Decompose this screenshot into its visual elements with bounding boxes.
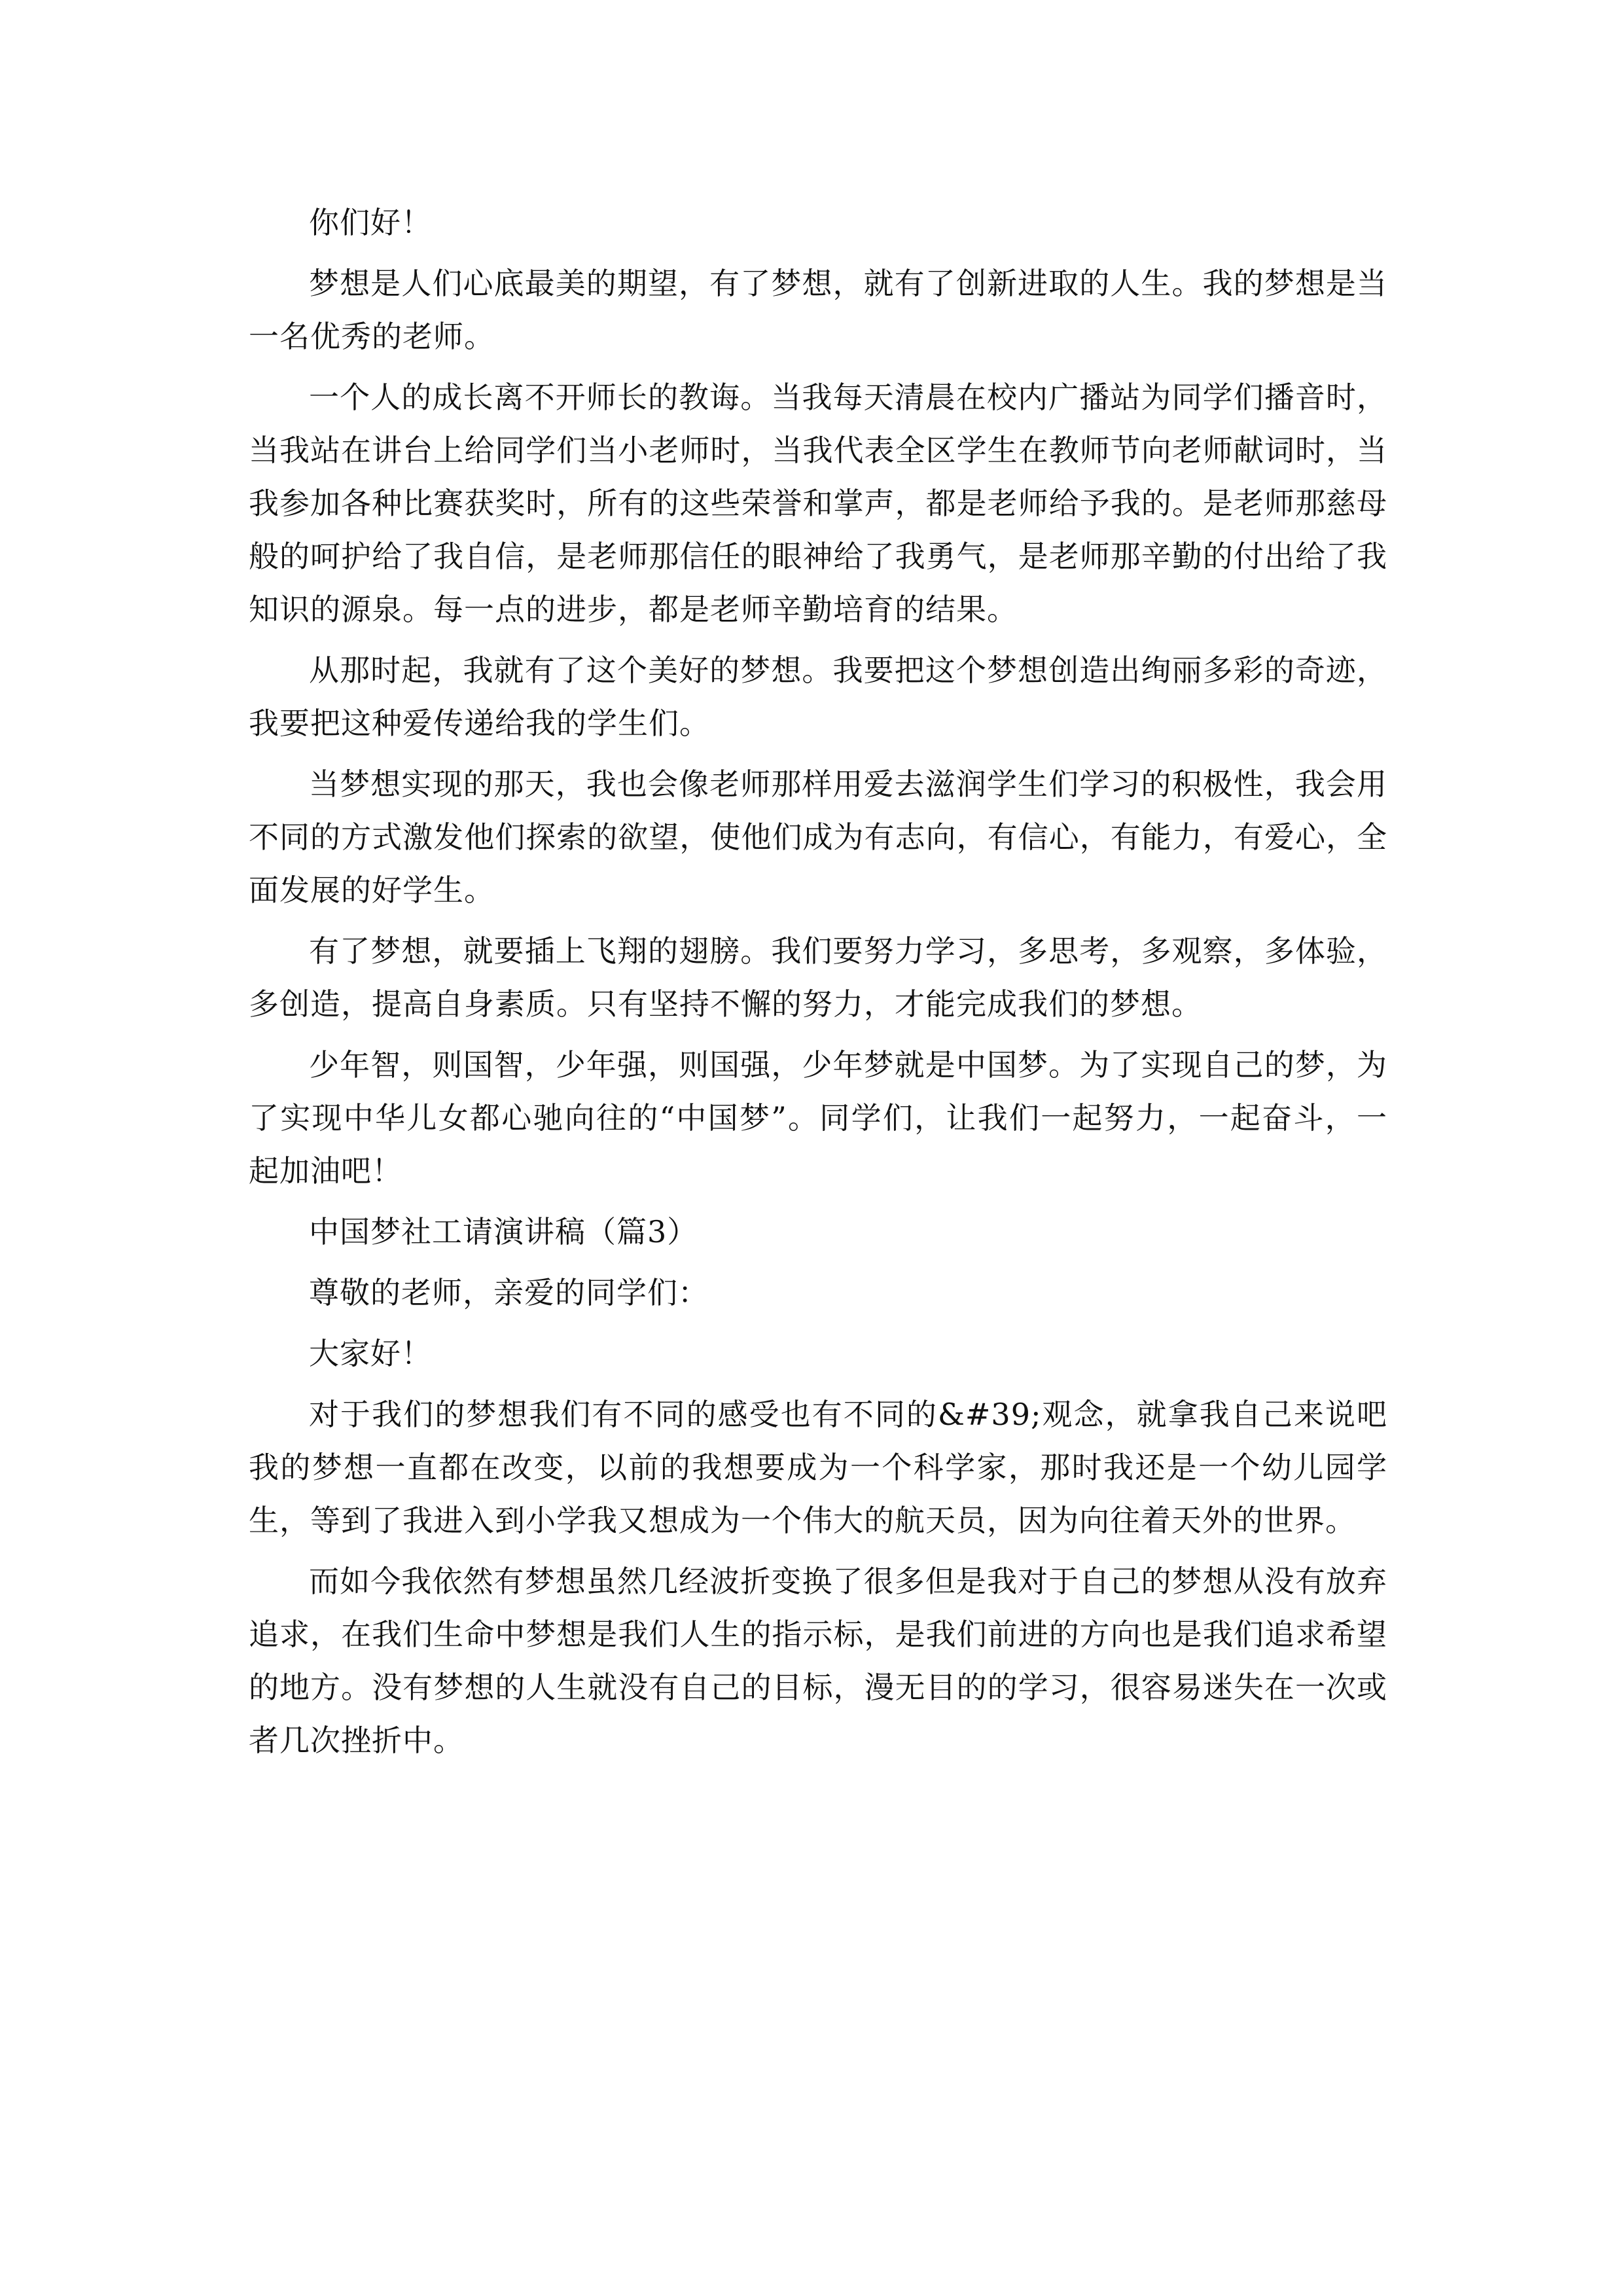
dream-intro-paragraph: 梦想是人们心底最美的期望，有了梦想，就有了创新进取的人生。我的梦想是当一名优秀的老师。 (249, 266, 1387, 354)
changing-dream-paragraph: 对于我们的梦想我们有不同的感受也有不同的&#39;观念，就拿我自己来说吧我的梦想一直都在改变，以前的我想要成为一个科学家，那时我还是一个幼儿园学生，等到了我进入到小学我又想成为一个伟大的航天员，因为向往着天外的世界。 (249, 1397, 1387, 1538)
hello-paragraph: 大家好！ (309, 1336, 432, 1371)
section-heading: 中国梦社工请演讲稿（篇3） (309, 1214, 698, 1249)
greeting-paragraph: 你们好！ (309, 205, 432, 240)
document-body (249, 196, 1387, 1775)
dream-realization-paragraph: 当梦想实现的那天，我也会像老师那样用爱去滋润学生们学习的积极性，我会用不同的方式激发他们探索的欲望，使他们成为有志向，有信心，有能力，有爱心，全面发展的好学生。 (249, 766, 1387, 908)
persistent-dream-paragraph: 而如今我依然有梦想虽然几经波折变换了很多但是我对于自己的梦想从没有放弃追求，在我们生命中梦想是我们人生的指示标，是我们前进的方向也是我们追求希望的地方。没有梦想的人生就没有自己的目标，漫无目的的学习，很容易迷失在一次或者几次挫折中。 (249, 1564, 1387, 1758)
teacher-influence-paragraph: 一个人的成长离不开师长的教诲。当我每天清晨在校内广播站为同学们播音时，当我站在讲台上给同学们当小老师时，当我代表全区学生在教师节向老师献词时，当我参加各种比赛获奖时，所有的这些荣誉和掌声，都是老师给予我的。是老师那慈母般的呵护给了我自信，是老师那信任的眼神给了我勇气，是老师那辛勤的付出给了我知识的源泉。每一点的进步，都是老师辛勤培育的结果。 (249, 380, 1387, 627)
effort-paragraph: 有了梦想，就要插上飞翔的翅膀。我们要努力学习，多思考，多观察，多体验，多创造，提高自身素质。只有坚持不懈的努力，才能完成我们的梦想。 (249, 933, 1387, 1022)
salutation-paragraph: 尊敬的老师，亲爱的同学们： (309, 1275, 709, 1310)
dream-origin-paragraph: 从那时起，我就有了这个美好的梦想。我要把这个梦想创造出绚丽多彩的奇迹，我要把这种爱传递给我的学生们。 (249, 653, 1387, 741)
china-dream-paragraph: 少年智，则国智，少年强，则国强，少年梦就是中国梦。为了实现自己的梦，为了实现中华儿女都心驰向往的“中国梦”。同学们，让我们一起努力，一起奋斗，一起加油吧！ (249, 1047, 1387, 1189)
